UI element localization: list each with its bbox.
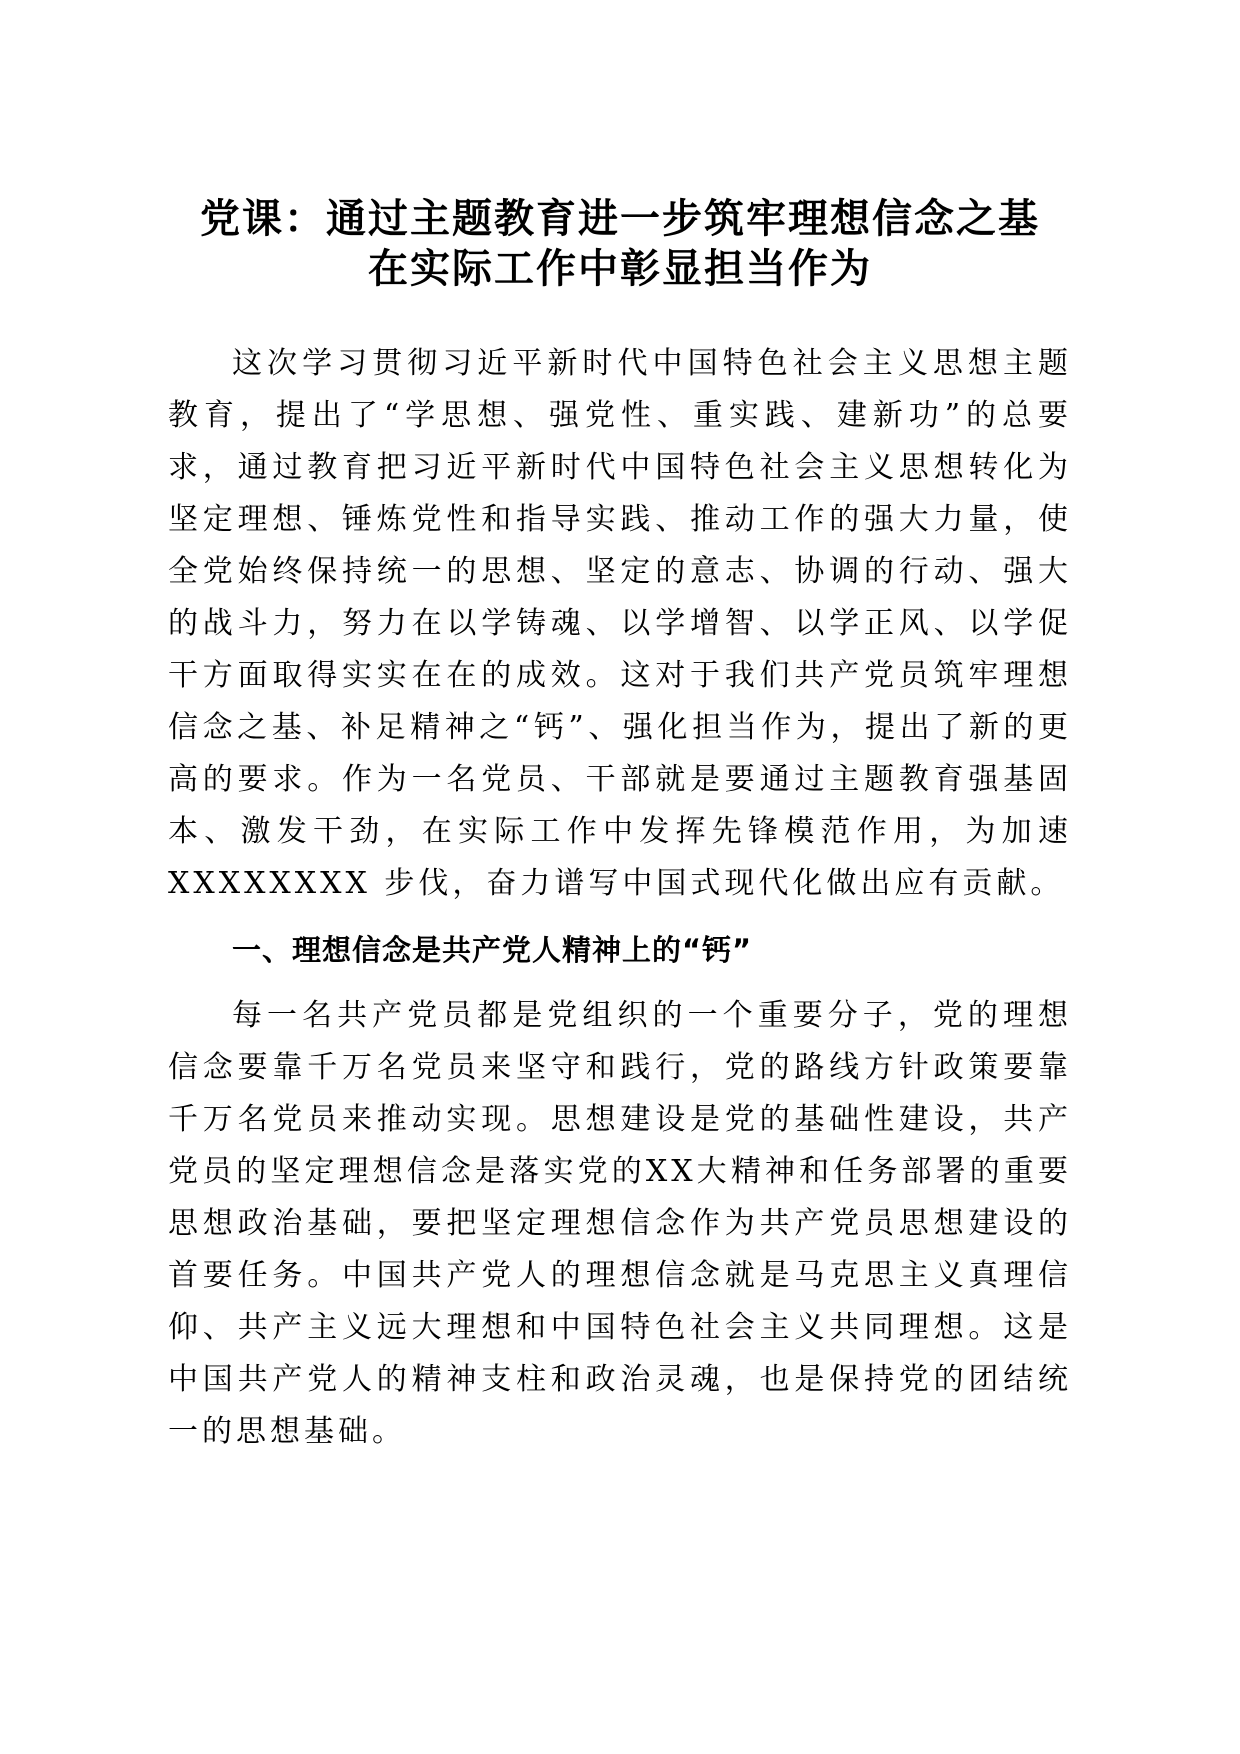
document-body xyxy=(168,338,1072,1458)
section-heading-1: 一、理想信念是共产党人精神上的“钙” xyxy=(232,933,753,967)
section-1-paragraph: 每一名共产党员都是党组织的一个重要分子，党的理想信念要靠千万名党员来坚守和践行，党的路线方针政策要靠千万名党员来推动实现。思想建设是党的基础性建设，共产党员的坚定理想信念是落实党的XX大精神和任务部署的重要思想政治基础，要把坚定理想信念作为共产党员思想建设的首要任务。中国共产党人的理想信念就是马克思主义真理信仰、共产主义远大理想和中国特色社会主义共同理想。这是中国共产党人的精神支柱和政治灵魂，也是保持党的团结统一的思想基础。 xyxy=(168,998,1072,1449)
intro-paragraph: 这次学习贯彻习近平新时代中国特色社会主义思想主题教育，提出了“学思想、强党性、重实践、建新功”的总要求，通过教育把习近平新时代中国特色社会主义思想转化为坚定理想、锤炼党性和指导实践、推动工作的强大力量，使全党始终保持统一的思想、坚定的意志、协调的行动、强大的战斗力，努力在以学铸魂、以学增智、以学正风、以学促干方面取得实实在在的成效。这对于我们共产党员筑牢理想信念之基、补足精神之“钙”、强化担当作为，提出了新的更高的要求。作为一名党员、干部就是要通过主题教育强基固本、激发干劲，在实际工作中发挥先锋模范作用，为加速 XXXXXXXX 步伐，奋力谱写中国式现代化做出应有贡献。 xyxy=(168,346,1072,901)
document-title xyxy=(160,194,1080,294)
title-line-1: 党课：通过主题教育进一步筑牢理想信念之基 xyxy=(200,196,1040,242)
title-line-2: 在实际工作中彰显担当作为 xyxy=(368,246,872,292)
